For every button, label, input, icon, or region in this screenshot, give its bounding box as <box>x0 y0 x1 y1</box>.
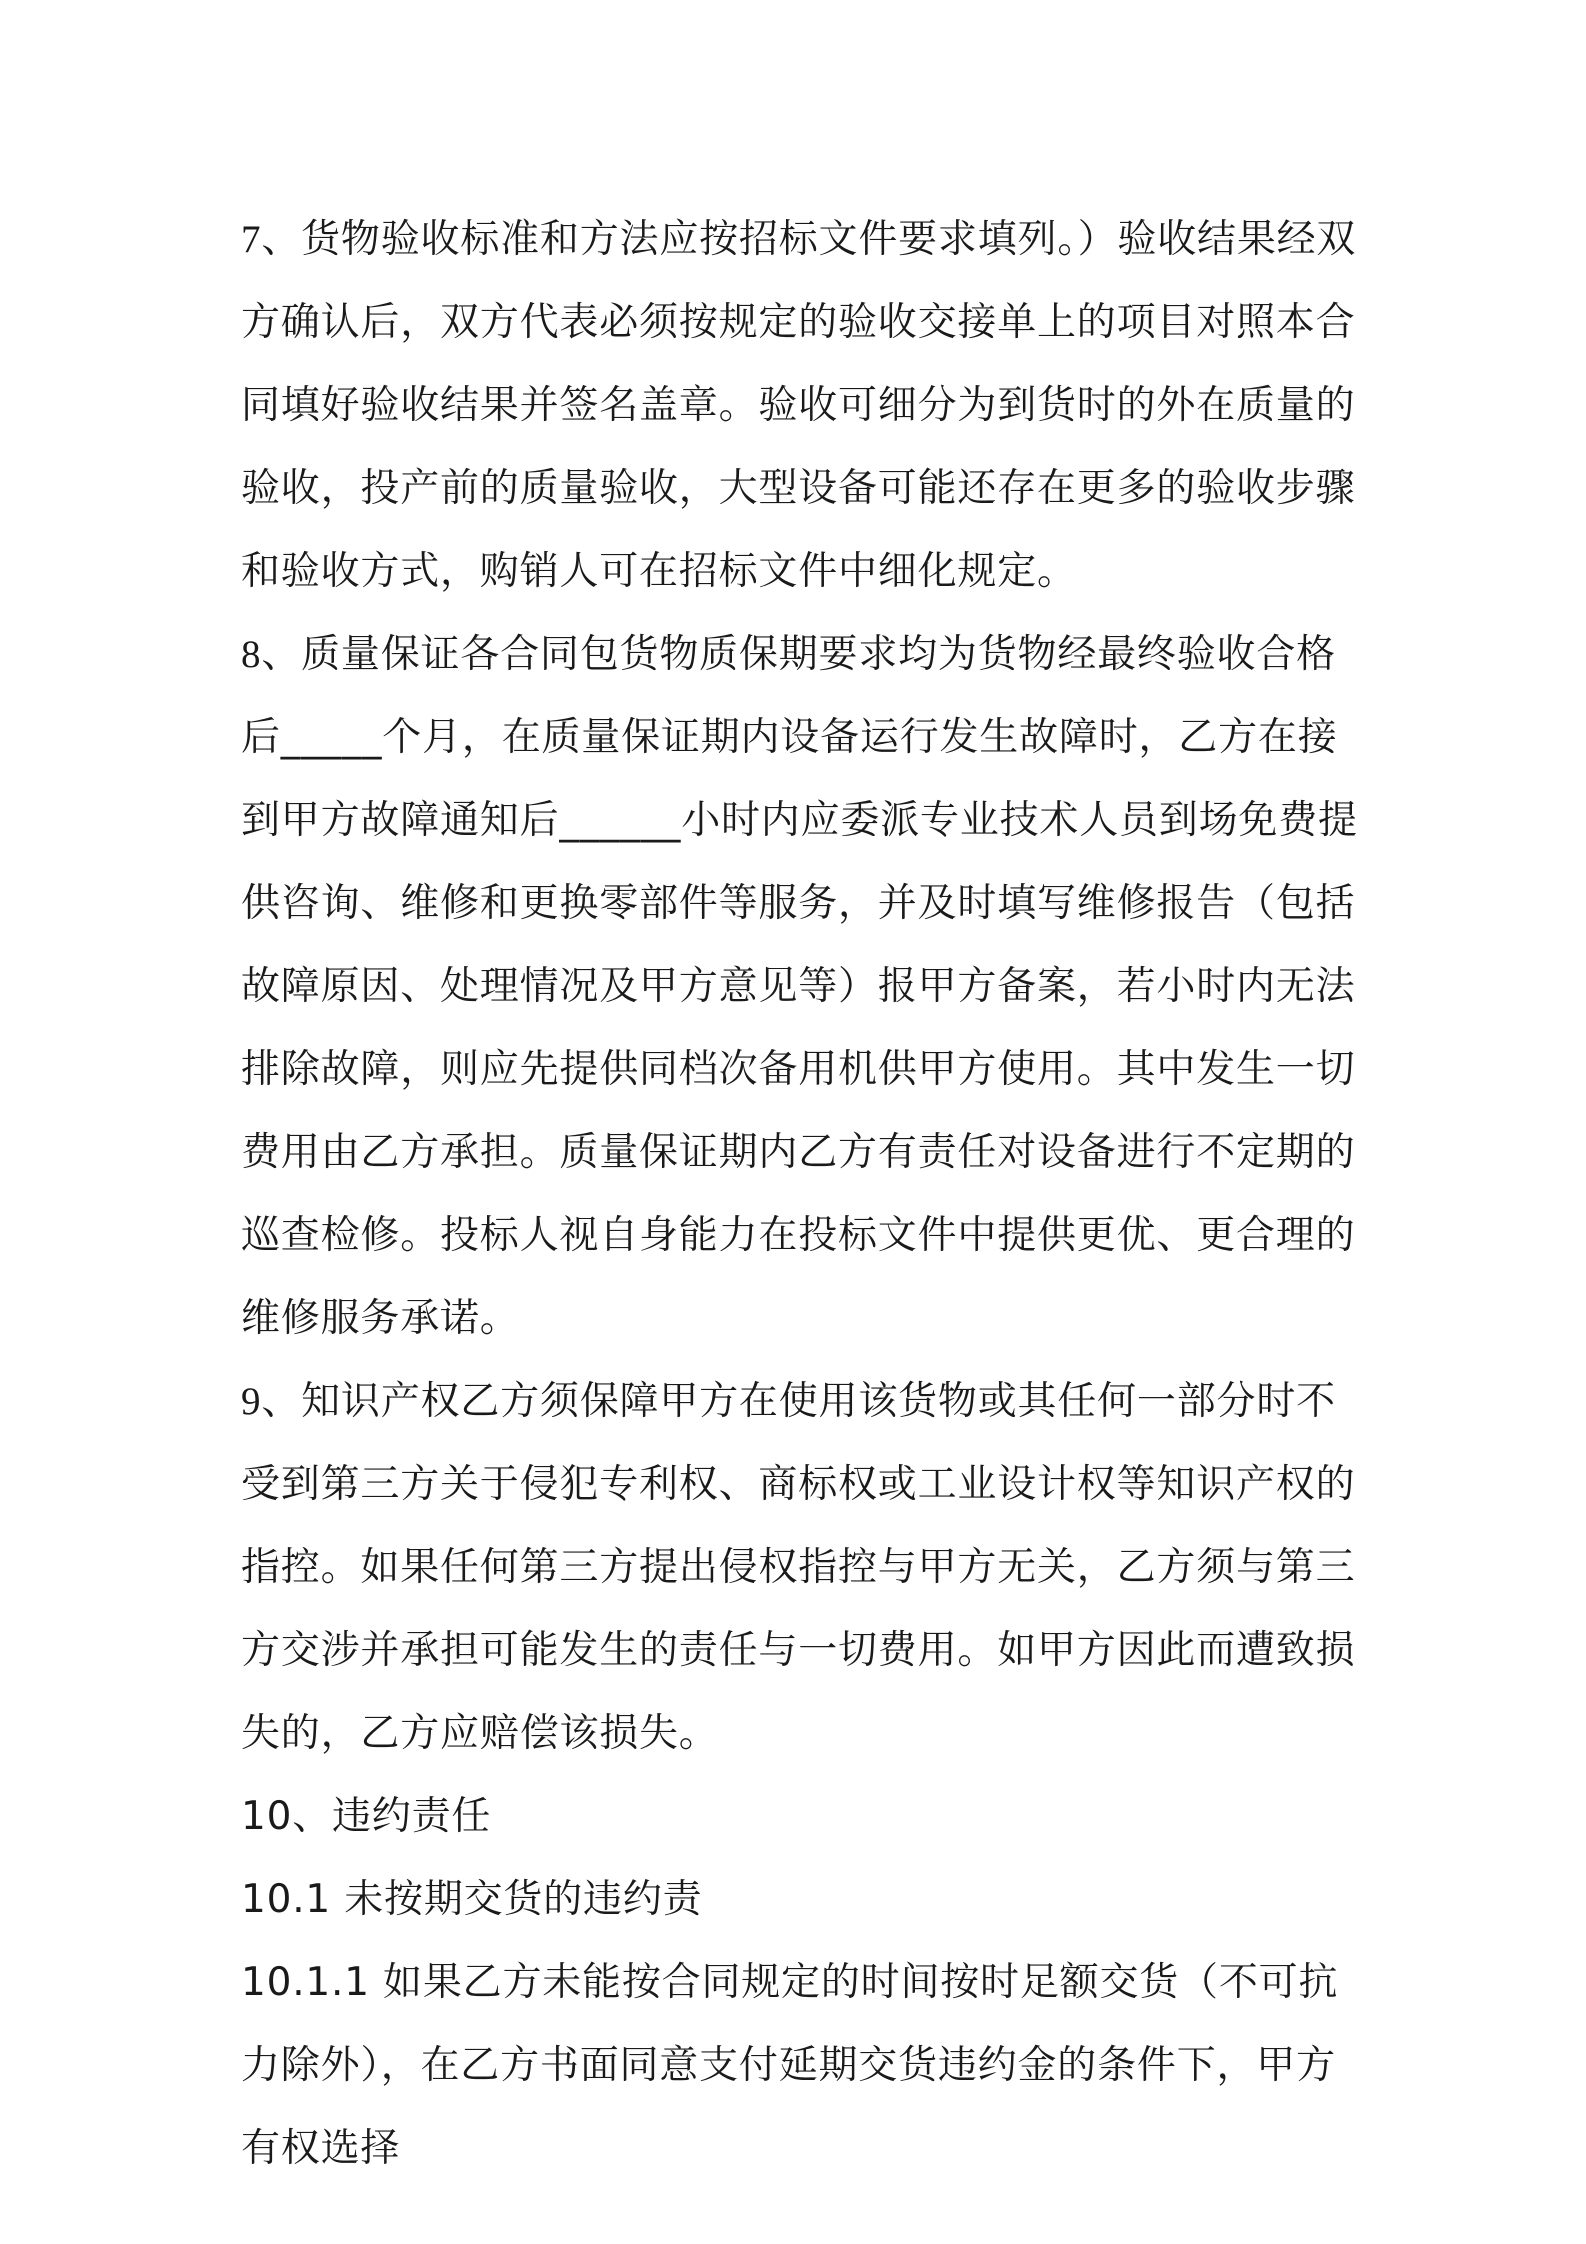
item-number: 10 <box>241 1794 293 1839</box>
item-number: 9 <box>241 1380 262 1423</box>
item-number: 8 <box>241 633 262 676</box>
paragraph-text: 、质量保证各合同包货物质保期要求均为货物经最终验收合格后_____个月，在质量保证期内设备运行发生故障时，乙方在接到甲方故障通知后______小时内应委派专业技术人员到场免费提供咨询、维修和更换零部件等服务，并及时填写维修报告（包括故障原因、处理情况及甲方意见等）报甲方备案，若小时内无法排除故障，则应先提供同档次备用机供甲方使用。其中发生一切费用由乙方承担。质量保证期内乙方有责任对设备进行不定期的巡查检修。投标人视自身能力在投标文件中提供更优、更合理的维修服务承诺。 <box>241 632 1358 1341</box>
heading-text: 10.1 未按期交货的违约责 <box>241 1877 703 1922</box>
paragraph-item-10-1-1 <box>241 1941 1361 2190</box>
item-number: 7 <box>241 218 262 261</box>
subsection-heading-10-1 <box>241 1858 1361 1941</box>
paragraph-item-9 <box>241 1360 1361 1775</box>
document-body <box>241 198 1361 2190</box>
paragraph-text: 10.1.1 如果乙方未能按合同规定的时间按时足额交货（不可抗力除外），在乙方书面同意支付延期交货违约金的条件下，甲方有权选择 <box>241 1960 1339 2171</box>
paragraph-item-7 <box>241 198 1361 613</box>
section-heading-10 <box>241 1775 1361 1858</box>
paragraph-item-8 <box>241 613 1361 1360</box>
paragraph-text: 、知识产权乙方须保障甲方在使用该货物或其任何一部分时不受到第三方关于侵犯专利权、商标权或工业设计权等知识产权的指控。如果任何第三方提出侵权指控与甲方无关，乙方须与第三方交涉并承担可能发生的责任与一切费用。如甲方因此而遭致损失的，乙方应赔偿该损失。 <box>241 1379 1356 1756</box>
paragraph-text: 、货物验收标准和方法应按招标文件要求填列。）验收结果经双方确认后，双方代表必须按规定的验收交接单上的项目对照本合同填好验收结果并签名盖章。验收可细分为到货时的外在质量的验收，投产前的质量验收，大型设备可能还存在更多的验收步骤和验收方式，购销人可在招标文件中细化规定。 <box>241 217 1357 594</box>
heading-text: 、违约责任 <box>292 1794 492 1839</box>
